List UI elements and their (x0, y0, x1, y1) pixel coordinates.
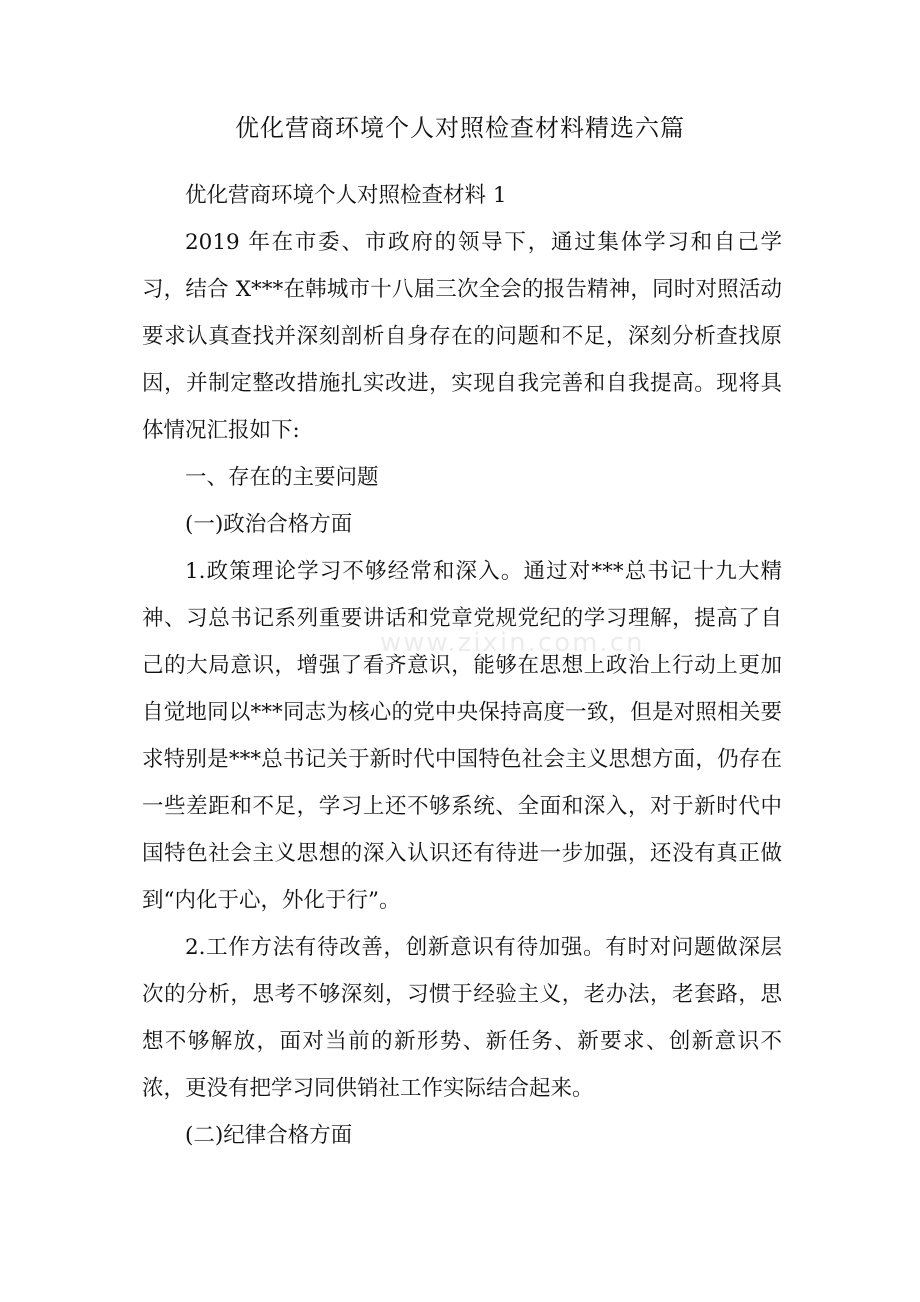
section-heading-main-problems: 一、存在的主要问题 (185, 465, 379, 490)
paragraph-intro: 2019 年在市委、市政府的领导下，通过集体学习和自己学习，结合 X***在韩城市十八届三次全会的报告精神，同时对照活动要求认真查找并深刻剖析自身存在的问题和不足，深刻分析查找原因，并制定整改措施扎实改进，实现自我完善和自我提高。现将具体情况汇报如下: (142, 230, 782, 443)
document-title: 优化营商环境个人对照检查材料精选六篇 (235, 114, 685, 142)
subsection-heading-political: (一)政治合格方面 (185, 512, 353, 537)
section-heading-material-1: 优化营商环境个人对照检查材料 1 (185, 183, 507, 208)
document-body (142, 172, 782, 1159)
paragraph-work-method: 2.工作方法有待改善，创新意识有待加强。有时对问题做深层次的分析，思考不够深刻，习惯于经验主义，老办法，老套路，思想不够解放，面对当前的新形势、新任务、新要求、创新意识不浓，更没有把学习同供销社工作实际结合起来。 (142, 935, 782, 1101)
watermark: www.zixin.com.cn (380, 628, 645, 658)
paragraph-policy-theory: 1.政策理论学习不够经常和深入。通过对***总书记十九大精神、习总书记系列重要讲话和党章党规党纪的学习理解，提高了自己的大局意识，增强了看齐意识，能够在思想上政治上行动上更加自觉地同以***同志为核心的党中央保持高度一致，但是对照相关要求特别是***总书记关于新时代中国特色社会主义思想方面，仍存在一些差距和不足，学习上还不够系统、全面和深入，对于新时代中国特色社会主义思想的深入认识还有待进一步加强，还没有真正做到“内化于心，外化于行”。 (142, 559, 782, 913)
subsection-heading-discipline: (二)纪律合格方面 (185, 1123, 353, 1148)
